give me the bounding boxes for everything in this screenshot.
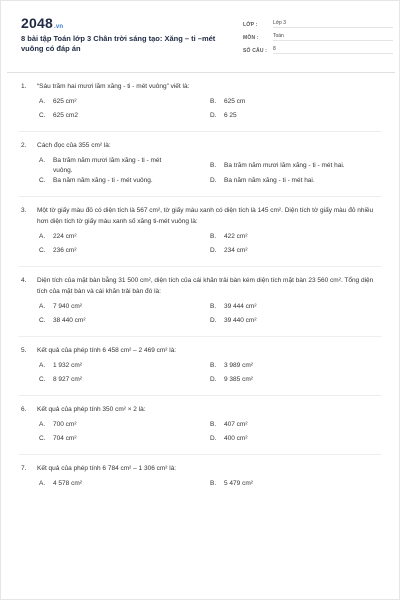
header-divider bbox=[7, 72, 395, 73]
option-text: 400 cm² bbox=[224, 435, 248, 442]
question-number: 3. bbox=[21, 207, 27, 214]
site-logo[interactable] bbox=[21, 15, 63, 31]
option-text: 39 440 cm² bbox=[224, 317, 257, 324]
option-text: 700 cm² bbox=[53, 421, 77, 428]
option-letter: C. bbox=[39, 247, 46, 254]
option-a[interactable] bbox=[39, 232, 210, 246]
option-text: 422 cm² bbox=[224, 233, 248, 240]
option-b[interactable] bbox=[210, 156, 381, 176]
question-text: Diện tích của mặt bàn bằng 31 500 cm², diện tích của cái khăn trải bàn kém diện tích mặt bàn 23 560 cm². Tổng diện tích của mặt bàn và cái khăn trải bàn đó là: bbox=[37, 277, 374, 295]
option-letter: A. bbox=[39, 233, 46, 240]
question-number: 6. bbox=[21, 406, 27, 413]
option-text: Ba năm năm xăng - ti - mét hai. bbox=[224, 177, 315, 184]
question-number: 2. bbox=[21, 142, 27, 149]
question-7 bbox=[21, 463, 381, 493]
meta-row-count bbox=[243, 42, 393, 54]
option-letter: B. bbox=[210, 421, 217, 428]
question-number: 1. bbox=[21, 83, 27, 90]
question-divider bbox=[19, 196, 381, 197]
option-letter: A. bbox=[39, 480, 46, 487]
option-text: 1 932 cm² bbox=[53, 362, 82, 369]
meta-row-subject bbox=[243, 29, 393, 41]
option-b[interactable] bbox=[210, 97, 381, 111]
option-c[interactable] bbox=[39, 176, 210, 190]
meta-value: Toán bbox=[273, 33, 393, 41]
option-text: 236 cm² bbox=[53, 247, 77, 254]
question-number: 5. bbox=[21, 347, 27, 354]
question-6 bbox=[21, 404, 381, 448]
question-5 bbox=[21, 345, 381, 389]
option-text: 407 cm² bbox=[224, 421, 248, 428]
logo-text: 2048 bbox=[21, 15, 53, 31]
question-list bbox=[21, 81, 381, 493]
option-c[interactable] bbox=[39, 434, 210, 448]
option-b[interactable] bbox=[210, 420, 381, 434]
meta-label: SỐ CÂU : bbox=[243, 48, 268, 54]
meta-box bbox=[243, 16, 393, 55]
option-text: 4 578 cm² bbox=[53, 480, 82, 487]
option-letter: C. bbox=[39, 112, 46, 119]
meta-label: LỚP : bbox=[243, 22, 258, 28]
option-d[interactable] bbox=[210, 246, 381, 260]
option-a[interactable] bbox=[39, 302, 210, 316]
option-a[interactable] bbox=[39, 156, 210, 176]
option-b[interactable] bbox=[210, 232, 381, 246]
option-a[interactable] bbox=[39, 361, 210, 375]
option-letter: D. bbox=[210, 376, 217, 383]
meta-value: 8 bbox=[273, 46, 393, 54]
option-letter: A. bbox=[39, 98, 46, 105]
question-text: “Sáu trăm hai mươi lăm xăng - ti - mét vuông” viết là: bbox=[37, 83, 190, 90]
question-text: Một tờ giấy màu đỏ có diện tích là 567 cm², tờ giấy màu xanh có diện tích là 145 cm². Diện tích tờ giấy màu đỏ nhiều hơn diện tích tờ giấy màu xanh số xăng ti-mét vuông là: bbox=[37, 207, 374, 225]
question-2 bbox=[21, 140, 381, 190]
option-d[interactable] bbox=[210, 375, 381, 389]
option-letter: A. bbox=[39, 362, 46, 369]
question-number: 7. bbox=[21, 465, 27, 472]
option-b[interactable] bbox=[210, 361, 381, 375]
option-letter: C. bbox=[39, 376, 46, 383]
option-text: 39 444 cm² bbox=[224, 303, 257, 310]
question-text: Cách đọc của 355 cm² là: bbox=[37, 142, 111, 149]
option-letter: D. bbox=[210, 247, 217, 254]
option-d[interactable] bbox=[210, 111, 381, 125]
option-text: 224 cm² bbox=[53, 233, 77, 240]
option-text: 9 385 cm² bbox=[224, 376, 253, 383]
option-letter: B. bbox=[210, 362, 217, 369]
meta-value: Lớp 3 bbox=[273, 20, 393, 28]
option-letter: A. bbox=[39, 421, 46, 428]
question-divider bbox=[19, 266, 381, 267]
option-letter: C. bbox=[39, 317, 46, 324]
option-a[interactable] bbox=[39, 97, 210, 111]
option-d[interactable] bbox=[210, 316, 381, 330]
logo-suffix: .vn bbox=[53, 24, 64, 30]
meta-row-class bbox=[243, 16, 393, 28]
option-text: Ba trăm năm mươi lăm xăng - ti - mét hai. bbox=[224, 162, 345, 169]
option-text: Ba trăm năm mươi lăm xăng - ti - mét vuông. bbox=[53, 157, 162, 174]
option-letter: C. bbox=[39, 435, 46, 442]
option-letter: C. bbox=[39, 177, 46, 184]
option-text: 5 479 cm² bbox=[224, 480, 253, 487]
option-c[interactable] bbox=[39, 111, 210, 125]
option-a[interactable] bbox=[39, 479, 210, 493]
option-b[interactable] bbox=[210, 302, 381, 316]
option-letter: B. bbox=[210, 303, 217, 310]
question-4 bbox=[21, 275, 381, 330]
option-a[interactable] bbox=[39, 420, 210, 434]
option-text: 625 cm bbox=[224, 98, 246, 105]
header bbox=[15, 11, 387, 67]
option-letter: B. bbox=[210, 98, 217, 105]
option-letter: B. bbox=[210, 162, 217, 169]
option-letter: D. bbox=[210, 112, 217, 119]
option-c[interactable] bbox=[39, 375, 210, 389]
question-divider bbox=[19, 454, 381, 455]
option-c[interactable] bbox=[39, 316, 210, 330]
option-letter: A. bbox=[39, 157, 46, 164]
document-title: 8 bài tập Toán lớp 3 Chân trời sáng tạo: Xăng – ti –mét vuông có đáp án bbox=[21, 34, 216, 53]
option-letter: D. bbox=[210, 177, 217, 184]
option-text: 38 440 cm² bbox=[53, 317, 86, 324]
question-text: Kết quả của phép tính 350 cm² × 2 là: bbox=[37, 406, 146, 413]
option-c[interactable] bbox=[39, 246, 210, 260]
question-text: Kết quả của phép tính 6 458 cm² – 2 469 cm² là: bbox=[37, 347, 177, 354]
option-text: 6 25 bbox=[224, 112, 237, 119]
question-text: Kết quả của phép tính 6 784 cm² – 1 306 cm² là: bbox=[37, 465, 177, 472]
question-1 bbox=[21, 81, 381, 125]
option-letter: B. bbox=[210, 480, 217, 487]
option-text: 3 989 cm² bbox=[224, 362, 253, 369]
option-text: 234 cm² bbox=[224, 247, 248, 254]
question-divider bbox=[19, 336, 381, 337]
option-text: 7 940 cm² bbox=[53, 303, 82, 310]
option-text: 704 cm² bbox=[53, 435, 77, 442]
option-text: Ba năm năm xăng - ti - mét vuông. bbox=[53, 177, 153, 184]
question-divider bbox=[19, 395, 381, 396]
option-letter: D. bbox=[210, 317, 217, 324]
option-letter: D. bbox=[210, 435, 217, 442]
option-text: 625 cm2 bbox=[53, 112, 78, 119]
option-d[interactable] bbox=[210, 434, 381, 448]
question-number: 4. bbox=[21, 277, 27, 284]
option-text: 8 927 cm² bbox=[53, 376, 82, 383]
question-3 bbox=[21, 205, 381, 260]
option-letter: B. bbox=[210, 233, 217, 240]
meta-label: MÔN : bbox=[243, 35, 259, 41]
option-text: 625 cm² bbox=[53, 98, 77, 105]
question-divider bbox=[19, 131, 381, 132]
option-letter: A. bbox=[39, 303, 46, 310]
option-d[interactable] bbox=[210, 176, 381, 190]
option-b[interactable] bbox=[210, 479, 381, 493]
